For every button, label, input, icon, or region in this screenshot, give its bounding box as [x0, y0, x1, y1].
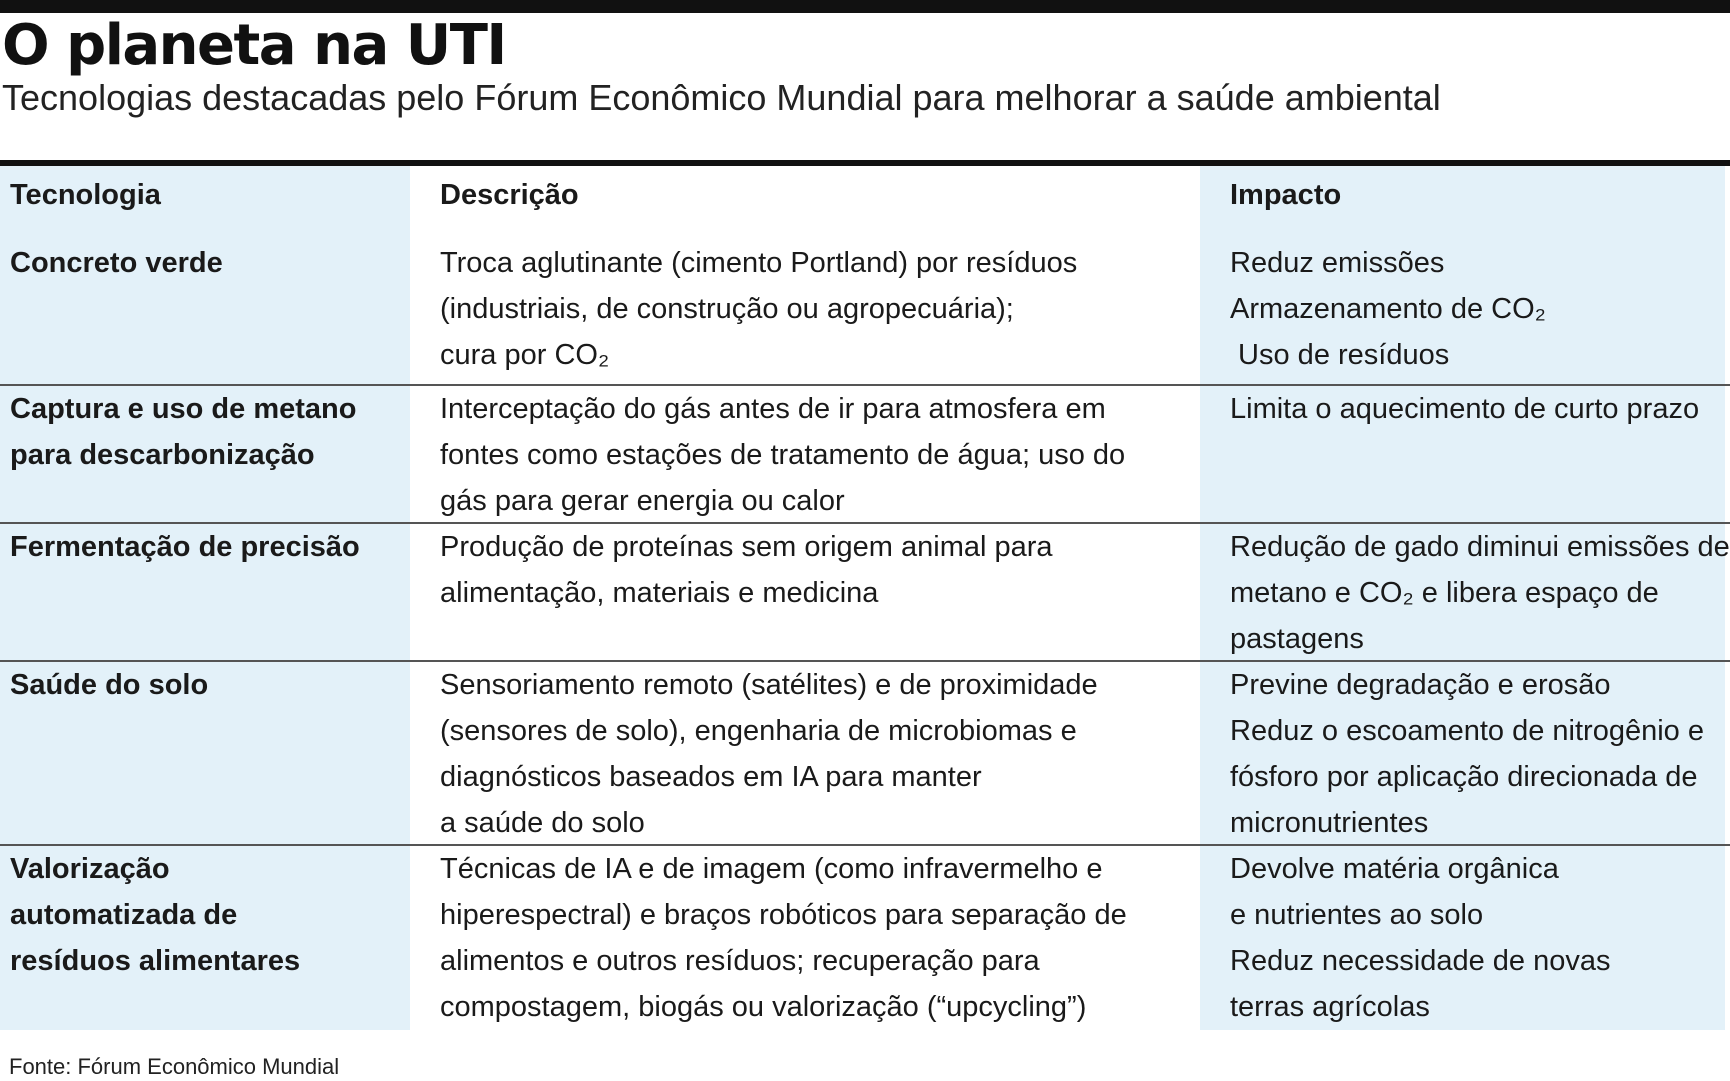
table-row-5-descricao — [440, 846, 1180, 1030]
table-row-3-impacto — [1230, 524, 1730, 662]
cell-line: Fermentação de precisão — [10, 531, 360, 563]
cell-line: (industriais, de construção ou agropecuária); — [440, 293, 1014, 325]
cell-line: fontes como estações de tratamento de água; uso do — [440, 439, 1126, 471]
cell-line: Valorização — [10, 853, 170, 885]
cell-line: Armazenamento de CO₂ — [1230, 293, 1546, 325]
page-title: O planeta na UTI — [2, 13, 506, 78]
cell-line: Saúde do solo — [10, 669, 209, 701]
table-row-4-descricao — [440, 662, 1180, 846]
cell-line: hiperespectral) e braços robóticos para separação de — [440, 899, 1127, 931]
table-row-2-descricao — [440, 386, 1180, 524]
table-row-1-descricao — [440, 240, 1180, 378]
column-header-descricao: Descrição — [440, 179, 579, 211]
table-row-5-tecnologia — [10, 846, 405, 984]
cell-line: gás para gerar energia ou calor — [440, 485, 845, 517]
cell-line: Técnicas de IA e de imagem (como infravermelho e — [440, 853, 1103, 885]
technology-table — [0, 160, 1730, 1030]
cell-line: Limita o aquecimento de curto prazo — [1230, 393, 1700, 425]
table-row-2-impacto — [1230, 386, 1725, 432]
cell-line: alimentos e outros resíduos; recuperação para — [440, 945, 1040, 977]
source-note: Fonte: Fórum Econômico Mundial — [9, 1054, 340, 1079]
cell-line: pastagens — [1230, 623, 1364, 655]
cell-line: Previne degradação e erosão — [1230, 669, 1611, 701]
cell-line: Troca aglutinante (cimento Portland) por resíduos — [440, 247, 1078, 279]
cell-line: Uso de resíduos — [1230, 339, 1450, 371]
cell-line: Interceptação do gás antes de ir para atmosfera em — [440, 393, 1106, 425]
table-row-4-tecnologia — [10, 662, 405, 708]
table-row-1-tecnologia — [10, 240, 405, 286]
column-header-tecnologia: Tecnologia — [10, 179, 161, 211]
cell-line: Reduz o escoamento de nitrogênio e — [1230, 715, 1704, 747]
table-row-2-tecnologia — [10, 386, 405, 478]
cell-line: Concreto verde — [10, 247, 223, 279]
cell-line: (sensores de solo), engenharia de microbiomas e — [440, 715, 1077, 747]
cell-line: e nutrientes ao solo — [1230, 899, 1484, 931]
table-row-5-impacto — [1230, 846, 1725, 1030]
cell-line: a saúde do solo — [440, 807, 645, 839]
table-row-1-impacto — [1230, 240, 1725, 378]
cell-line: Produção de proteínas sem origem animal para — [440, 531, 1053, 563]
page-subtitle: Tecnologias destacadas pelo Fórum Econômico Mundial para melhorar a saúde ambiental — [2, 77, 1441, 118]
cell-line: para descarbonização — [10, 439, 315, 471]
table-row-4-impacto — [1230, 662, 1725, 846]
cell-line: alimentação, materiais e medicina — [440, 577, 879, 609]
cell-line: Reduz emissões — [1230, 247, 1445, 279]
cell-line: compostagem, biogás ou valorização (“upcycling”) — [440, 991, 1087, 1023]
cell-line: fósforo por aplicação direcionada de — [1230, 761, 1698, 793]
cell-line: diagnósticos baseados em IA para manter — [440, 761, 982, 793]
table-row-3-descricao — [440, 524, 1180, 616]
cell-line: terras agrícolas — [1230, 991, 1430, 1023]
cell-line: Devolve matéria orgânica — [1230, 853, 1559, 885]
top-rule — [0, 0, 1730, 13]
cell-line: micronutrientes — [1230, 807, 1429, 839]
cell-line: Reduz necessidade de novas — [1230, 945, 1611, 977]
cell-line: cura por CO₂ — [440, 339, 610, 371]
cell-line: automatizada de — [10, 899, 238, 931]
cell-line: metano e CO₂ e libera espaço de — [1230, 577, 1659, 609]
column-header-impacto: Impacto — [1230, 179, 1342, 211]
cell-line: Sensoriamento remoto (satélites) e de proximidade — [440, 669, 1098, 701]
table-row-3-tecnologia — [10, 524, 405, 570]
cell-line: Redução de gado diminui emissões de — [1230, 531, 1730, 563]
cell-line: Captura e uso de metano — [10, 393, 357, 425]
cell-line: resíduos alimentares — [10, 945, 301, 977]
